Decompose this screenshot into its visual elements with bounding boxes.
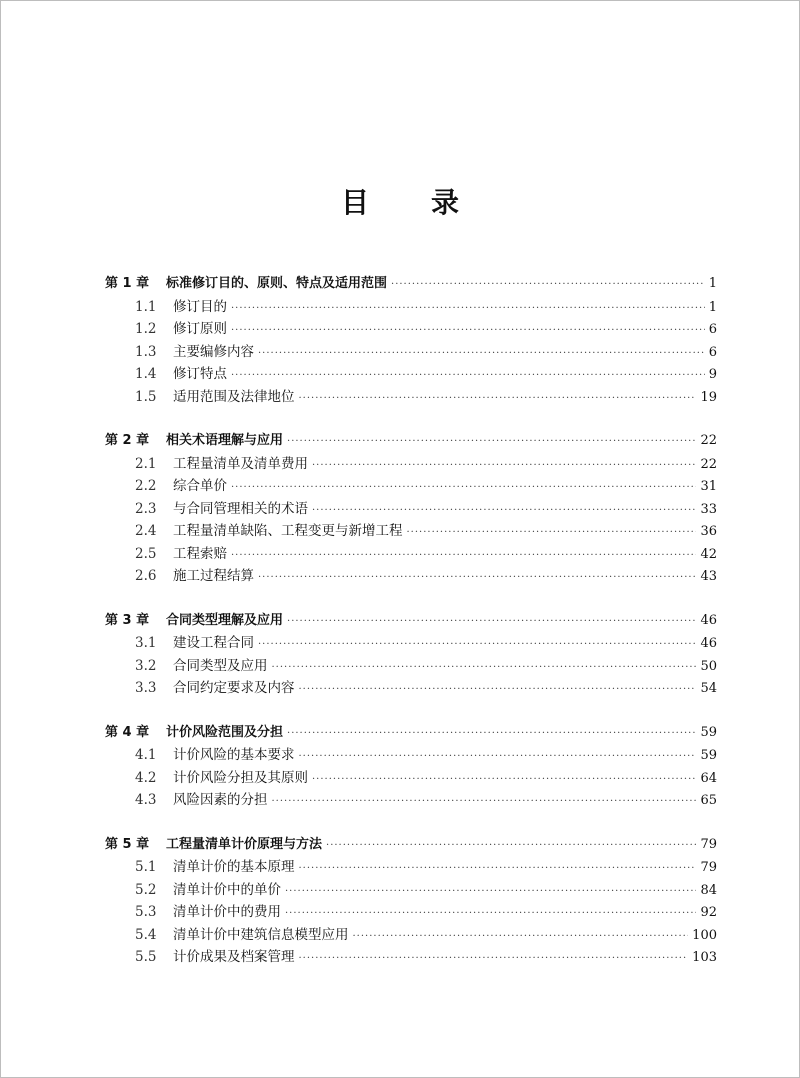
entry-label — [135, 632, 254, 655]
section-number: 1.3 — [135, 343, 157, 360]
section-number: 5.5 — [135, 949, 157, 965]
dot-leader — [272, 657, 697, 680]
page-number: 1 — [708, 276, 717, 291]
section-title: 清单计价中的费用 — [173, 904, 281, 920]
section-entry[interactable] — [105, 856, 717, 879]
chapter-block — [105, 430, 717, 588]
page-number: 100 — [692, 927, 717, 943]
entry-label — [135, 475, 227, 498]
dot-leader — [299, 679, 697, 702]
section-entry[interactable] — [105, 789, 717, 812]
page-number: 65 — [700, 793, 717, 808]
section-number: 3.2 — [135, 657, 157, 674]
section-title: 清单计价中的单价 — [173, 881, 281, 898]
entry-label — [105, 722, 283, 745]
section-title: 合同类型及应用 — [173, 657, 268, 674]
entry-label — [135, 946, 295, 969]
dot-leader — [391, 274, 705, 297]
entry-label — [135, 296, 227, 319]
chapter-entry[interactable] — [105, 610, 717, 633]
section-entry[interactable] — [105, 565, 717, 588]
section-entry[interactable] — [105, 744, 717, 767]
section-number: 3.3 — [135, 680, 157, 696]
section-number: 2.5 — [135, 545, 157, 562]
page-number: 22 — [700, 456, 717, 472]
dot-leader — [258, 343, 705, 366]
dot-leader — [258, 567, 696, 590]
dot-leader — [287, 431, 696, 454]
dot-leader — [231, 545, 696, 568]
page-number: 36 — [700, 524, 717, 539]
section-title: 计价成果及档案管理 — [173, 949, 295, 965]
section-number: 1.2 — [135, 321, 157, 337]
entry-label — [135, 655, 268, 678]
page-number: 54 — [700, 681, 717, 696]
section-entry[interactable] — [105, 318, 717, 341]
chapter-title: 合同类型理解及应用 — [166, 612, 284, 628]
page-number: 33 — [700, 501, 717, 517]
entry-label — [135, 879, 281, 902]
entry-label — [135, 856, 295, 879]
section-title: 计价风险分担及其原则 — [173, 769, 308, 786]
dot-leader — [285, 903, 696, 926]
chapter-entry[interactable] — [105, 834, 717, 857]
chapter-title: 相关术语理解与应用 — [166, 433, 284, 448]
section-entry[interactable] — [105, 767, 717, 790]
entry-label — [135, 386, 295, 409]
chapter-title: 标准修订目的、原则、特点及适用范围 — [166, 276, 388, 291]
entry-label — [135, 789, 268, 812]
dot-leader — [231, 320, 705, 343]
page-number: 50 — [700, 658, 717, 674]
section-entry[interactable] — [105, 946, 717, 969]
dot-leader — [231, 477, 696, 500]
chapter-number: 第 4 章 — [105, 724, 150, 740]
chapter-entry[interactable] — [105, 273, 717, 296]
section-number: 1.4 — [135, 366, 157, 382]
section-title: 适用范围及法律地位 — [173, 388, 295, 405]
page-number: 92 — [700, 905, 717, 920]
section-number: 4.1 — [135, 747, 157, 763]
section-title: 风险因素的分担 — [173, 792, 268, 808]
section-entry[interactable] — [105, 453, 717, 476]
table-of-contents — [105, 273, 717, 991]
page-number: 59 — [700, 724, 717, 740]
section-title: 综合单价 — [173, 478, 227, 494]
section-number: 5.3 — [135, 904, 157, 920]
section-entry[interactable] — [105, 363, 717, 386]
section-number: 4.2 — [135, 769, 157, 786]
section-number: 3.1 — [135, 635, 157, 651]
section-number: 2.3 — [135, 500, 157, 517]
section-entry[interactable] — [105, 632, 717, 655]
section-number: 5.4 — [135, 926, 157, 943]
page-number: 19 — [700, 389, 717, 405]
section-entry[interactable] — [105, 520, 717, 543]
chapter-number: 第 2 章 — [105, 433, 150, 448]
section-entry[interactable] — [105, 341, 717, 364]
dot-leader — [287, 723, 696, 746]
section-number: 4.3 — [135, 792, 157, 808]
section-number: 2.1 — [135, 455, 157, 472]
section-title: 建设工程合同 — [173, 635, 254, 651]
entry-label — [135, 924, 349, 947]
page-number: 84 — [700, 882, 717, 898]
section-title: 修订原则 — [173, 321, 227, 337]
chapter-block — [105, 722, 717, 812]
section-title: 清单计价中建筑信息模型应用 — [173, 926, 349, 943]
entry-label — [105, 610, 283, 633]
page-number: 31 — [700, 479, 717, 494]
section-title: 修订特点 — [173, 366, 227, 382]
section-entry[interactable] — [105, 901, 717, 924]
dot-leader — [299, 746, 697, 769]
section-title: 工程索赔 — [173, 545, 227, 562]
section-number: 2.4 — [135, 523, 157, 539]
entry-label — [105, 834, 322, 857]
section-entry[interactable] — [105, 924, 717, 947]
section-number: 5.1 — [135, 859, 157, 875]
dot-leader — [312, 769, 696, 792]
section-entry[interactable] — [105, 879, 717, 902]
section-entry[interactable] — [105, 677, 717, 700]
page-number: 59 — [700, 748, 717, 763]
dot-leader — [299, 858, 697, 881]
entry-label — [135, 341, 254, 364]
entry-label — [135, 901, 281, 924]
title-char-1: 目 — [340, 186, 369, 219]
section-entry[interactable] — [105, 543, 717, 566]
dot-leader — [258, 634, 696, 657]
dot-leader — [285, 881, 696, 904]
chapter-number: 第 5 章 — [105, 836, 150, 852]
entry-label — [105, 430, 283, 453]
section-title: 合同约定要求及内容 — [173, 680, 295, 696]
entry-label — [135, 520, 403, 543]
section-title: 计价风险的基本要求 — [173, 747, 295, 763]
chapter-block — [105, 610, 717, 700]
dot-leader — [231, 298, 705, 321]
page-number: 9 — [708, 367, 717, 382]
entry-label — [135, 677, 295, 700]
page-title — [1, 181, 799, 221]
dot-leader — [231, 365, 705, 388]
section-entry[interactable] — [105, 475, 717, 498]
section-number: 2.6 — [135, 568, 157, 584]
section-title: 清单计价的基本原理 — [173, 859, 295, 875]
dot-leader — [272, 791, 697, 814]
page-number: 64 — [700, 770, 717, 786]
chapter-title: 工程量清单计价原理与方法 — [166, 836, 323, 852]
page-number: 22 — [700, 433, 717, 448]
chapter-number: 第 3 章 — [105, 612, 150, 628]
page-number: 103 — [692, 950, 717, 965]
section-title: 主要编修内容 — [173, 343, 254, 360]
page-number: 1 — [708, 299, 717, 315]
entry-label — [135, 565, 254, 588]
chapter-title: 计价风险范围及分担 — [166, 724, 284, 740]
entry-label — [135, 363, 227, 386]
section-number: 1.1 — [135, 298, 157, 315]
entry-label — [135, 318, 227, 341]
page-number: 46 — [700, 612, 717, 628]
section-title: 施工过程结算 — [173, 568, 254, 584]
page-number: 6 — [708, 344, 717, 360]
entry-label — [135, 498, 308, 521]
entry-label — [135, 744, 295, 767]
chapter-entry[interactable] — [105, 722, 717, 745]
entry-label — [135, 543, 227, 566]
entry-label — [135, 453, 308, 476]
chapter-block — [105, 834, 717, 969]
chapter-entry[interactable] — [105, 430, 717, 453]
section-number: 2.2 — [135, 478, 157, 494]
page-number: 42 — [700, 546, 717, 562]
chapter-number: 第 1 章 — [105, 276, 150, 291]
section-title: 修订目的 — [173, 298, 227, 315]
section-title: 工程量清单缺陷、工程变更与新增工程 — [173, 523, 403, 539]
page-number: 46 — [700, 636, 717, 651]
dot-leader — [407, 522, 697, 545]
dot-leader — [312, 500, 696, 523]
page-number: 6 — [708, 322, 717, 337]
page-number: 79 — [700, 836, 717, 852]
section-title: 与合同管理相关的术语 — [173, 500, 308, 517]
dot-leader — [326, 835, 696, 858]
chapter-block — [105, 273, 717, 408]
section-entry[interactable] — [105, 655, 717, 678]
dot-leader — [353, 926, 689, 949]
section-number: 1.5 — [135, 388, 157, 405]
title-char-2: 录 — [431, 186, 460, 219]
dot-leader — [299, 948, 689, 971]
dot-leader — [312, 455, 696, 478]
section-title: 工程量清单及清单费用 — [173, 455, 308, 472]
entry-label — [105, 273, 387, 296]
section-entry[interactable] — [105, 498, 717, 521]
page-number: 43 — [700, 569, 717, 584]
page-number: 79 — [700, 860, 717, 875]
dot-leader — [287, 611, 696, 634]
entry-label — [135, 767, 308, 790]
section-entry[interactable] — [105, 386, 717, 409]
dot-leader — [299, 388, 697, 411]
section-entry[interactable] — [105, 296, 717, 319]
section-number: 5.2 — [135, 881, 157, 898]
